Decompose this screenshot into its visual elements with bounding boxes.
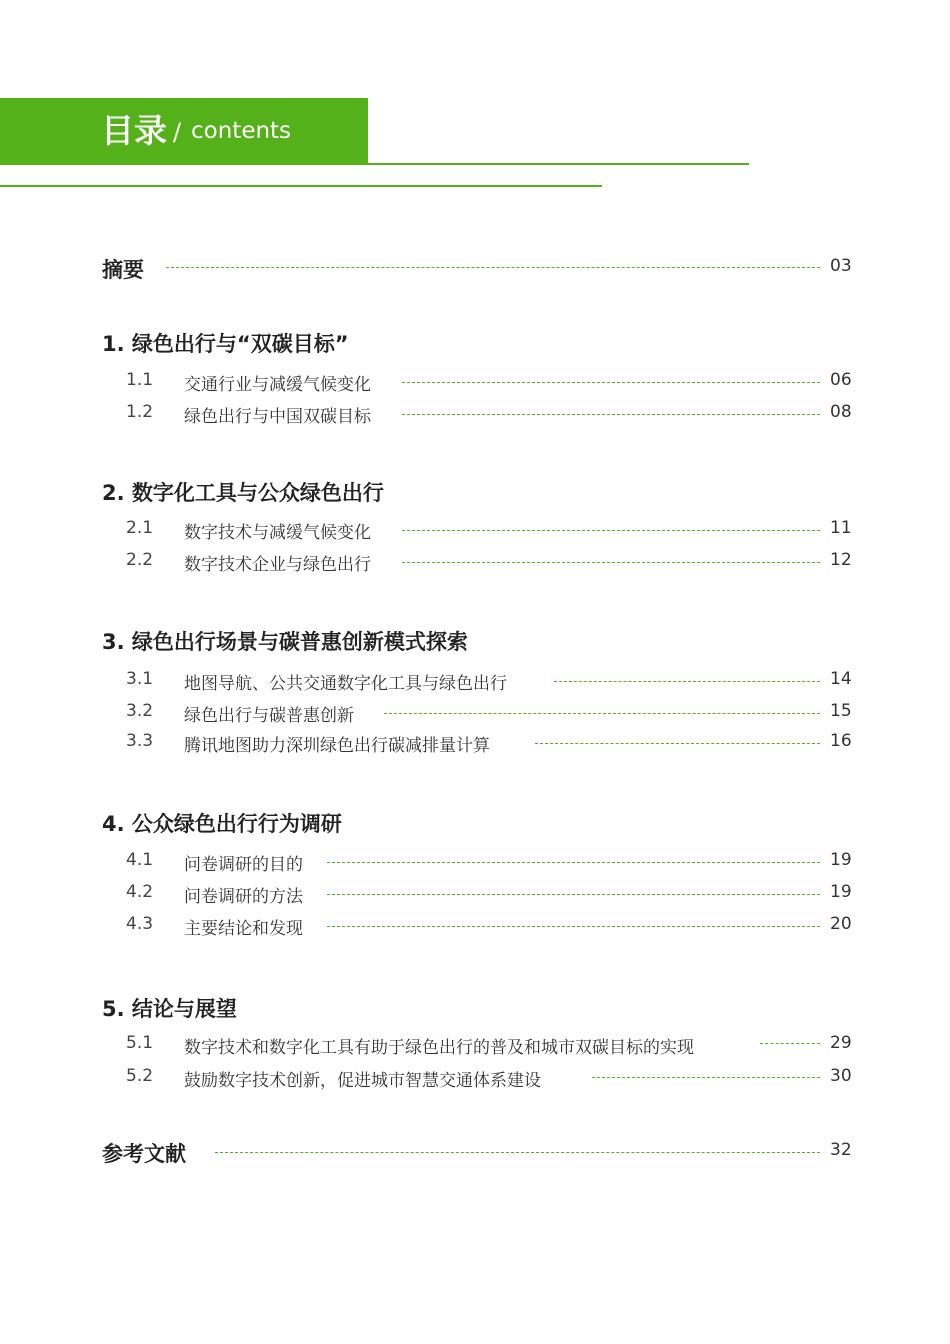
toc-page-number: 12 [830, 550, 852, 570]
toc-number: 4.2 [126, 882, 154, 902]
toc-number: 3.2 [126, 701, 154, 721]
toc-label: 腾讯地图助力深圳绿色出行碳减排量计算 [184, 736, 490, 756]
toc-page-number: 14 [830, 669, 852, 689]
toc-label: 数字技术企业与绿色出行 [184, 555, 371, 575]
accent-line-lower [0, 185, 602, 187]
toc-label: 摘要 [102, 258, 144, 282]
toc-number: 3.3 [126, 731, 154, 751]
toc-page-number: 32 [830, 1140, 852, 1160]
title-separator: / [173, 118, 182, 146]
toc-number: 2.1 [126, 518, 154, 538]
toc-number: 1.2 [126, 402, 154, 422]
toc-number: 5.1 [126, 1033, 154, 1053]
toc-page-number: 15 [830, 701, 852, 721]
toc-label: 数字技术和数字化工具有助于绿色出行的普及和城市双碳目标的实现 [184, 1038, 694, 1058]
toc-leader [535, 743, 820, 744]
toc-label: 问卷调研的方法 [184, 887, 303, 907]
toc-page-number: 16 [830, 731, 852, 751]
toc-leader [327, 862, 820, 863]
toc-leader [402, 562, 820, 563]
toc-label: 交通行业与减缓气候变化 [184, 375, 371, 395]
toc-page-number: 03 [830, 256, 852, 276]
toc-page-number: 30 [830, 1066, 852, 1086]
toc-number: 5.2 [126, 1066, 154, 1086]
toc-label: 主要结论和发现 [184, 919, 303, 939]
toc-leader [402, 382, 820, 383]
toc-page-number: 29 [830, 1033, 852, 1053]
contents-title-cn: 目录 [101, 111, 167, 150]
toc-page-number: 08 [830, 402, 852, 422]
toc-number: 1.1 [126, 370, 154, 390]
toc-page-number: 11 [830, 518, 852, 538]
section-heading-2[interactable]: 2. 数字化工具与公众绿色出行 [102, 481, 384, 505]
toc-leader [166, 267, 820, 268]
toc-label: 绿色出行与碳普惠创新 [184, 706, 354, 726]
section-heading-3[interactable]: 3. 绿色出行场景与碳普惠创新模式探索 [102, 630, 468, 654]
toc-leader [402, 530, 820, 531]
toc-label: 地图导航、公共交通数字化工具与绿色出行 [184, 674, 507, 694]
toc-leader [327, 926, 820, 927]
toc-page-number: 19 [830, 882, 852, 902]
toc-label: 数字技术与减缓气候变化 [184, 523, 371, 543]
toc-leader [554, 681, 820, 682]
toc-label: 绿色出行与中国双碳目标 [184, 407, 371, 427]
toc-leader [592, 1077, 820, 1078]
toc-number: 3.1 [126, 669, 154, 689]
toc-leader [384, 713, 820, 714]
section-heading-4[interactable]: 4. 公众绿色出行行为调研 [102, 812, 342, 836]
toc-label: 问卷调研的目的 [184, 855, 303, 875]
toc-leader [215, 1152, 820, 1153]
toc-page-number: 06 [830, 370, 852, 390]
toc-label: 鼓励数字技术创新，促进城市智慧交通体系建设 [184, 1071, 541, 1091]
section-heading-5[interactable]: 5. 结论与展望 [102, 997, 237, 1021]
contents-banner [0, 98, 368, 165]
toc-page-number: 20 [830, 914, 852, 934]
accent-line-upper [368, 163, 749, 165]
toc-leader [327, 894, 820, 895]
contents-title-en: contents [191, 118, 292, 144]
toc-number: 4.3 [126, 914, 154, 934]
toc-number: 2.2 [126, 550, 154, 570]
toc-leader [760, 1043, 820, 1044]
toc-number: 4.1 [126, 850, 154, 870]
toc-leader [402, 414, 820, 415]
toc-label: 参考文献 [102, 1142, 186, 1166]
section-heading-1[interactable]: 1. 绿色出行与“双碳目标” [102, 332, 349, 356]
toc-page-number: 19 [830, 850, 852, 870]
